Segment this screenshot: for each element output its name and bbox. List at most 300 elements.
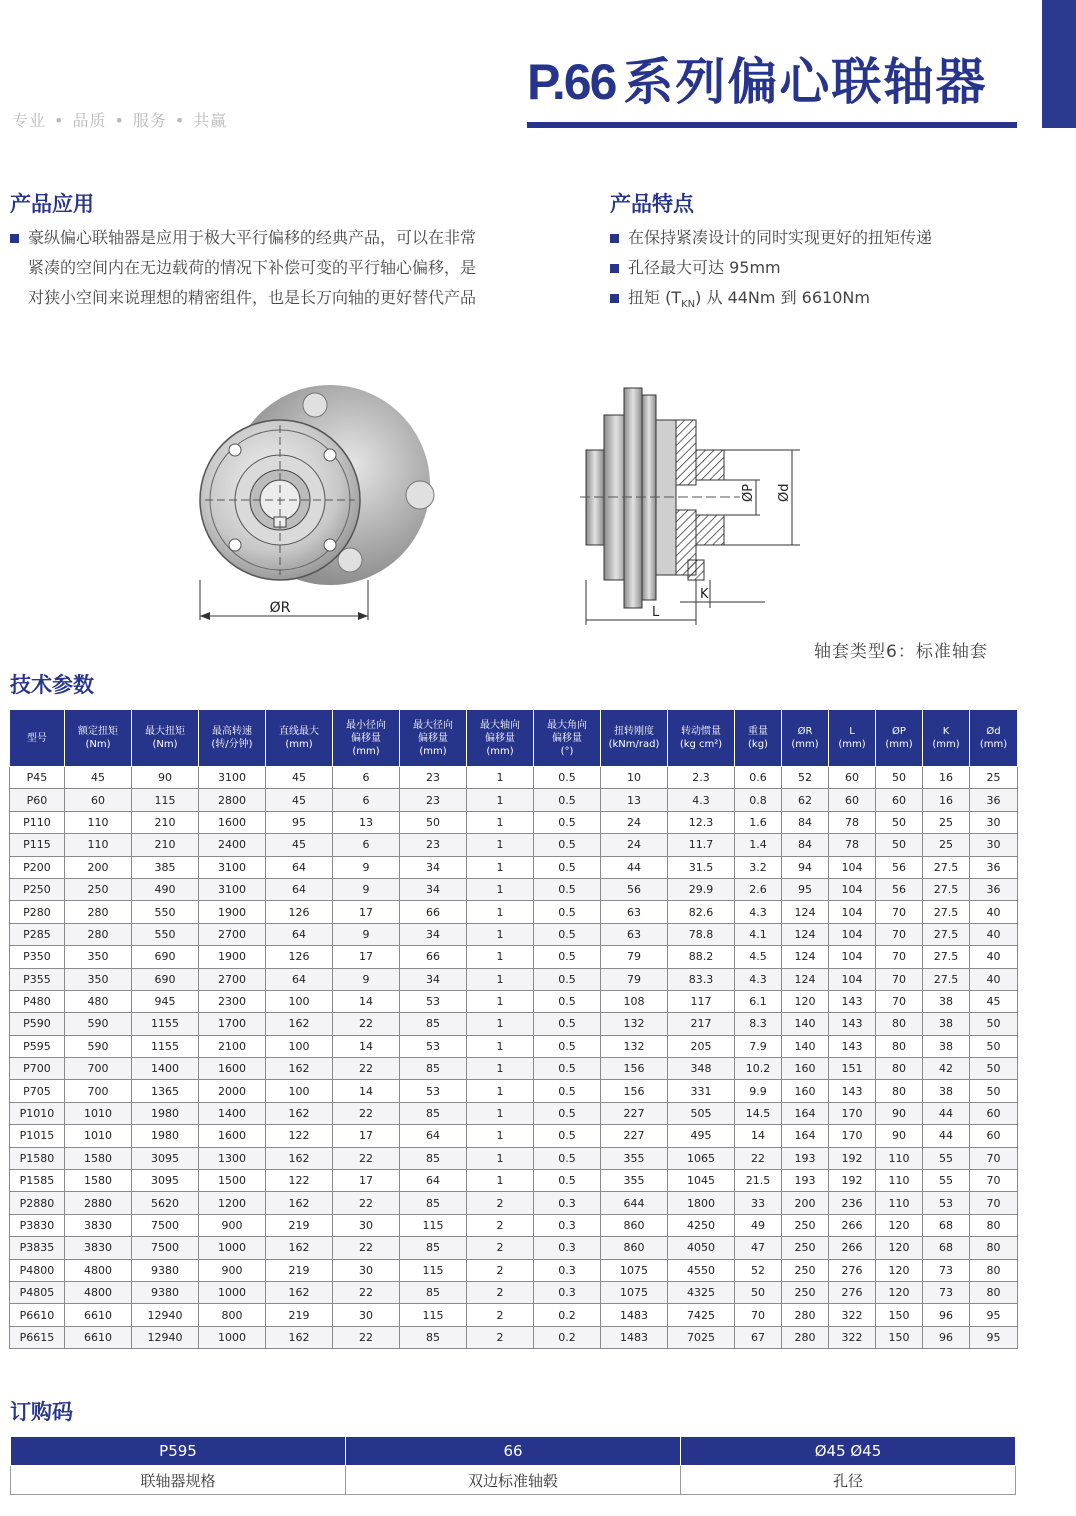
spec-value-cell: 9 [333, 878, 400, 900]
spec-value-cell: 2 [467, 1304, 534, 1326]
spec-value-cell: 1500 [199, 1170, 266, 1192]
dimension-label-P: ØP [741, 483, 756, 502]
spec-value-cell: 70 [876, 946, 923, 968]
spec-value-cell: 1483 [601, 1326, 668, 1348]
slogan: 专业 • 品质 • 服务 • 共赢 [12, 111, 228, 130]
spec-value-cell: 12940 [132, 1304, 199, 1326]
table-row [10, 1304, 1018, 1326]
spec-value-cell: 53 [400, 990, 467, 1012]
order-label-row [11, 1466, 1016, 1495]
spec-value-cell: 0.5 [534, 901, 601, 923]
spec-value-cell: 42 [923, 1058, 970, 1080]
spec-value-cell: 1400 [132, 1058, 199, 1080]
spec-value-cell: 276 [829, 1281, 876, 1303]
spec-value-cell: 945 [132, 990, 199, 1012]
spec-value-cell: 170 [829, 1125, 876, 1147]
spec-value-cell: 690 [132, 968, 199, 990]
spec-value-cell: 0.5 [534, 789, 601, 811]
table-row [10, 1259, 1018, 1281]
title-text: 系列偏心联轴器 [623, 53, 988, 111]
spec-value-cell: 24 [601, 811, 668, 833]
spec-header-line: L [849, 726, 855, 737]
coupling-side-section-drawing [580, 380, 810, 625]
slogan-word: 共赢 [193, 111, 228, 130]
spec-value-cell: 23 [400, 834, 467, 856]
spec-header-cell [923, 710, 970, 767]
spec-value-cell: 1075 [601, 1259, 668, 1281]
spec-header-line: K [942, 726, 950, 737]
spec-value-cell: 50 [735, 1281, 782, 1303]
spec-value-cell: 3830 [65, 1237, 132, 1259]
spec-value-cell: 78.8 [668, 923, 735, 945]
spec-header-line: (mm) [285, 739, 313, 750]
spec-value-cell: 9.9 [735, 1080, 782, 1102]
spec-value-cell: 94 [782, 856, 829, 878]
spec-value-cell: 1075 [601, 1281, 668, 1303]
spec-value-cell: 156 [601, 1080, 668, 1102]
spec-value-cell: 227 [601, 1125, 668, 1147]
spec-value-cell: 192 [829, 1147, 876, 1169]
spec-value-cell: 162 [266, 1192, 333, 1214]
spec-value-cell: 14 [735, 1125, 782, 1147]
table-row [10, 1147, 1018, 1169]
spec-value-cell: 1 [467, 1102, 534, 1124]
spec-value-cell: 33 [735, 1192, 782, 1214]
spec-header-line: (kg) [748, 739, 768, 750]
spec-value-cell: 14 [333, 1035, 400, 1057]
spec-value-cell: 0.5 [534, 878, 601, 900]
spec-header-line: (Nm) [85, 739, 111, 750]
spec-value-cell: 132 [601, 1013, 668, 1035]
spec-value-cell: 0.3 [534, 1259, 601, 1281]
spec-value-cell: 1 [467, 1080, 534, 1102]
spec-value-cell: 27.5 [923, 856, 970, 878]
spec-value-cell: 1600 [199, 1125, 266, 1147]
spec-value-cell: 22 [333, 1102, 400, 1124]
spec-value-cell: 27.5 [923, 946, 970, 968]
title-series-code: P.66 [527, 54, 616, 110]
spec-value-cell: 70 [876, 990, 923, 1012]
spec-value-cell: 56 [601, 878, 668, 900]
spec-header-line: 最高转速 [212, 726, 252, 737]
spec-header-cell [333, 710, 400, 767]
feature-item: 扭矩 $(T_{KN})$ 从 44Nm 到 6610Nm [610, 283, 1050, 320]
spec-header-line: (mm) [838, 739, 866, 750]
spec-value-cell: 30 [333, 1259, 400, 1281]
model-cell: P700 [10, 1058, 65, 1080]
table-row [10, 1013, 1018, 1035]
page-title [527, 52, 1017, 128]
spec-value-cell: 60 [970, 1102, 1018, 1124]
spec-value-cell: 104 [829, 946, 876, 968]
spec-value-cell: 11.7 [668, 834, 735, 856]
spec-value-cell: 47 [735, 1237, 782, 1259]
order-label-spec: 联轴器规格 [11, 1466, 346, 1495]
spec-value-cell: 30 [970, 834, 1018, 856]
spec-value-cell: 227 [601, 1102, 668, 1124]
model-cell: P3835 [10, 1237, 65, 1259]
spec-value-cell: 40 [970, 901, 1018, 923]
spec-value-cell: 1 [467, 1170, 534, 1192]
spec-value-cell: 143 [829, 1080, 876, 1102]
spec-value-cell: 205 [668, 1035, 735, 1057]
spec-value-cell: 96 [923, 1304, 970, 1326]
spec-value-cell: 126 [266, 901, 333, 923]
spec-value-cell: 31.5 [668, 856, 735, 878]
spec-value-cell: 85 [400, 1237, 467, 1259]
spec-value-cell: 122 [266, 1125, 333, 1147]
spec-value-cell: 550 [132, 923, 199, 945]
table-row [10, 1192, 1018, 1214]
spec-value-cell: 0.5 [534, 1058, 601, 1080]
spec-value-cell: 120 [876, 1237, 923, 1259]
spec-value-cell: 2300 [199, 990, 266, 1012]
spec-value-cell: 1155 [132, 1035, 199, 1057]
spec-value-cell: 800 [199, 1304, 266, 1326]
spec-value-cell: 70 [970, 1170, 1018, 1192]
spec-value-cell: 22 [333, 1147, 400, 1169]
spec-value-cell: 2.6 [735, 878, 782, 900]
spec-value-cell: 22 [333, 1326, 400, 1348]
spec-value-cell: 4.1 [735, 923, 782, 945]
spec-value-cell: 70 [970, 1147, 1018, 1169]
spec-value-cell: 80 [876, 1080, 923, 1102]
spec-value-cell: 9380 [132, 1281, 199, 1303]
spec-value-cell: 0.2 [534, 1304, 601, 1326]
spec-value-cell: 9 [333, 968, 400, 990]
spec-value-cell: 590 [65, 1013, 132, 1035]
spec-value-cell: 50 [876, 811, 923, 833]
spec-value-cell: 124 [782, 968, 829, 990]
spec-value-cell: 1 [467, 789, 534, 811]
spec-value-cell: 80 [876, 1058, 923, 1080]
spec-value-cell: 29.9 [668, 878, 735, 900]
spec-value-cell: 34 [400, 878, 467, 900]
features-title: 产品特点 [610, 192, 694, 216]
spec-value-cell: 0.5 [534, 1170, 601, 1192]
spec-value-cell: 250 [782, 1214, 829, 1236]
spec-value-cell: 22 [333, 1192, 400, 1214]
spec-value-cell: 1.4 [735, 834, 782, 856]
spec-value-cell: 25 [923, 834, 970, 856]
spec-value-cell: 700 [65, 1080, 132, 1102]
spec-value-cell: 0.3 [534, 1237, 601, 1259]
spec-value-cell: 85 [400, 1281, 467, 1303]
spec-value-cell: 1200 [199, 1192, 266, 1214]
table-row [10, 1281, 1018, 1303]
spec-value-cell: 78 [829, 834, 876, 856]
spec-value-cell: 17 [333, 1125, 400, 1147]
spec-value-cell: 64 [266, 923, 333, 945]
model-cell: P2880 [10, 1192, 65, 1214]
spec-value-cell: 124 [782, 923, 829, 945]
spec-value-cell: 1800 [668, 1192, 735, 1214]
spec-value-cell: 276 [829, 1259, 876, 1281]
spec-value-cell: 90 [876, 1102, 923, 1124]
spec-value-cell: 1580 [65, 1147, 132, 1169]
model-cell: P350 [10, 946, 65, 968]
spec-value-cell: 1 [467, 1058, 534, 1080]
spec-table [9, 709, 1018, 1349]
spec-value-cell: 25 [970, 767, 1018, 789]
application-text [10, 223, 490, 313]
spec-value-cell: 0.5 [534, 1080, 601, 1102]
model-cell: P355 [10, 968, 65, 990]
spec-value-cell: 3100 [199, 878, 266, 900]
spec-value-cell: 17 [333, 946, 400, 968]
spec-value-cell: 82.6 [668, 901, 735, 923]
spec-value-cell: 45 [970, 990, 1018, 1012]
spec-header-line: 重量 [748, 726, 768, 737]
spec-value-cell: 250 [782, 1237, 829, 1259]
spec-value-cell: 170 [829, 1102, 876, 1124]
spec-value-cell: 348 [668, 1058, 735, 1080]
spec-value-cell: 644 [601, 1192, 668, 1214]
spec-value-cell: 95 [782, 878, 829, 900]
spec-header-cell [601, 710, 668, 767]
spec-value-cell: 40 [970, 946, 1018, 968]
spec-value-cell: 70 [876, 901, 923, 923]
spec-value-cell: 13 [601, 789, 668, 811]
spec-value-cell: 50 [970, 1080, 1018, 1102]
model-cell: P285 [10, 923, 65, 945]
spec-value-cell: 68 [923, 1237, 970, 1259]
spec-value-cell: 1980 [132, 1102, 199, 1124]
spec-value-cell: 1900 [199, 946, 266, 968]
spec-value-cell: 280 [65, 923, 132, 945]
spec-header-line: 偏移量 [418, 732, 448, 744]
model-cell: P1585 [10, 1170, 65, 1192]
spec-value-cell: 36 [970, 878, 1018, 900]
spec-value-cell: 56 [876, 878, 923, 900]
spec-value-cell: 12940 [132, 1326, 199, 1348]
spec-value-cell: 150 [876, 1304, 923, 1326]
spec-value-cell: 4.3 [735, 968, 782, 990]
spec-value-cell: 63 [601, 901, 668, 923]
spec-value-cell: 690 [132, 946, 199, 968]
table-row [10, 968, 1018, 990]
spec-value-cell: 280 [782, 1304, 829, 1326]
spec-value-cell: 53 [923, 1192, 970, 1214]
spec-value-cell: 2 [467, 1214, 534, 1236]
table-row [10, 990, 1018, 1012]
spec-value-cell: 7025 [668, 1326, 735, 1348]
spec-value-cell: 85 [400, 1013, 467, 1035]
spec-value-cell: 156 [601, 1058, 668, 1080]
spec-value-cell: 84 [782, 834, 829, 856]
spec-value-cell: 331 [668, 1080, 735, 1102]
spec-value-cell: 1010 [65, 1125, 132, 1147]
spec-value-cell: 0.3 [534, 1281, 601, 1303]
spec-value-cell: 73 [923, 1259, 970, 1281]
spec-value-cell: 55 [923, 1147, 970, 1169]
spec-header-line: 额定扭矩 [78, 726, 118, 737]
spec-value-cell: 9 [333, 856, 400, 878]
spec-value-cell: 100 [266, 1080, 333, 1102]
spec-value-cell: 64 [400, 1125, 467, 1147]
model-cell: P6615 [10, 1326, 65, 1348]
spec-value-cell: 85 [400, 1058, 467, 1080]
spec-value-cell: 14.5 [735, 1102, 782, 1124]
spec-value-cell: 14 [333, 1080, 400, 1102]
spec-value-cell: 2000 [199, 1080, 266, 1102]
spec-value-cell: 95 [266, 811, 333, 833]
spec-value-cell: 1 [467, 1125, 534, 1147]
spec-value-cell: 0.5 [534, 856, 601, 878]
spec-value-cell: 151 [829, 1058, 876, 1080]
spec-value-cell: 162 [266, 1147, 333, 1169]
bullet-icon [610, 264, 619, 273]
spec-value-cell: 322 [829, 1326, 876, 1348]
spec-value-cell: 104 [829, 968, 876, 990]
spec-header-cell [266, 710, 333, 767]
spec-value-cell: 38 [923, 990, 970, 1012]
order-label-hub: 双边标准轴毂 [346, 1466, 681, 1495]
spec-value-cell: 78 [829, 811, 876, 833]
spec-value-cell: 0.2 [534, 1326, 601, 1348]
table-row [10, 1170, 1018, 1192]
spec-header-line: 直线最大 [279, 726, 319, 737]
spec-value-cell: 30 [333, 1304, 400, 1326]
spec-header-cell [132, 710, 199, 767]
spec-value-cell: 104 [829, 856, 876, 878]
dimension-label-R: ØR [269, 600, 291, 616]
spec-value-cell: 100 [266, 1035, 333, 1057]
spec-value-cell: 3095 [132, 1170, 199, 1192]
model-cell: P1010 [10, 1102, 65, 1124]
model-cell: P480 [10, 990, 65, 1012]
spec-value-cell: 70 [876, 968, 923, 990]
spec-value-cell: 96 [923, 1326, 970, 1348]
spec-value-cell: 44 [923, 1125, 970, 1147]
spec-header-cell [876, 710, 923, 767]
spec-value-cell: 60 [829, 789, 876, 811]
spec-value-cell: 1010 [65, 1102, 132, 1124]
corner-accent-bar [1042, 0, 1076, 128]
spec-value-cell: 85 [400, 1192, 467, 1214]
model-cell: P110 [10, 811, 65, 833]
spec-value-cell: 62 [782, 789, 829, 811]
spec-value-cell: 860 [601, 1214, 668, 1236]
spec-value-cell: 1 [467, 856, 534, 878]
spec-header-cell [735, 710, 782, 767]
spec-value-cell: 3100 [199, 856, 266, 878]
spec-value-cell: 45 [266, 789, 333, 811]
spec-value-cell: 2 [467, 1281, 534, 1303]
spec-value-cell: 1300 [199, 1147, 266, 1169]
spec-value-cell: 52 [782, 767, 829, 789]
model-cell: P6610 [10, 1304, 65, 1326]
spec-value-cell: 40 [970, 968, 1018, 990]
model-cell: P3830 [10, 1214, 65, 1236]
spec-value-cell: 280 [65, 901, 132, 923]
spec-value-cell: 162 [266, 1058, 333, 1080]
spec-header-line: 偏移量 [552, 732, 582, 744]
spec-header-cell [10, 710, 65, 767]
spec-value-cell: 50 [970, 1035, 1018, 1057]
spec-value-cell: 66 [400, 901, 467, 923]
spec-value-cell: 4250 [668, 1214, 735, 1236]
spec-value-cell: 38 [923, 1080, 970, 1102]
model-cell: P1015 [10, 1125, 65, 1147]
table-row [10, 834, 1018, 856]
spec-value-cell: 0.5 [534, 1013, 601, 1035]
spec-value-cell: 1155 [132, 1013, 199, 1035]
model-cell: P45 [10, 767, 65, 789]
spec-value-cell: 7500 [132, 1214, 199, 1236]
spec-value-cell: 1000 [199, 1281, 266, 1303]
spec-value-cell: 3830 [65, 1214, 132, 1236]
spec-value-cell: 16 [923, 789, 970, 811]
spec-value-cell: 266 [829, 1237, 876, 1259]
spec-value-cell: 50 [970, 1058, 1018, 1080]
spec-value-cell: 6 [333, 767, 400, 789]
spec-value-cell: 50 [970, 1013, 1018, 1035]
spec-value-cell: 385 [132, 856, 199, 878]
spec-value-cell: 355 [601, 1147, 668, 1169]
model-cell: P4800 [10, 1259, 65, 1281]
spec-value-cell: 83.3 [668, 968, 735, 990]
spec-value-cell: 79 [601, 968, 668, 990]
spec-value-cell: 219 [266, 1304, 333, 1326]
spec-value-cell: 900 [199, 1259, 266, 1281]
application-paragraph: 豪纵偏心联轴器是应用于极大平行偏移的经典产品，可以在非常紧凑的空间内在无边载荷的情况下补偿可变的平行轴心偏移，是对狭小空间来说理想的精密组件，也是长万向轴的更好替代产品 [28, 228, 477, 307]
spec-value-cell: 1700 [199, 1013, 266, 1035]
spec-value-cell: 23 [400, 767, 467, 789]
model-cell: P4805 [10, 1281, 65, 1303]
spec-value-cell: 1365 [132, 1080, 199, 1102]
spec-value-cell: 38 [923, 1013, 970, 1035]
spec-value-cell: 322 [829, 1304, 876, 1326]
spec-header-cell [199, 710, 266, 767]
spec-header-line: ØR [797, 726, 813, 737]
spec-value-cell: 108 [601, 990, 668, 1012]
spec-value-cell: 193 [782, 1147, 829, 1169]
dimension-label-K: K [700, 587, 709, 602]
order-code-hub: 66 [346, 1437, 681, 1466]
spec-header-line: (mm) [791, 739, 819, 750]
spec-value-cell: 355 [601, 1170, 668, 1192]
spec-value-cell: 9 [333, 923, 400, 945]
spec-header-cell [534, 710, 601, 767]
spec-value-cell: 27.5 [923, 878, 970, 900]
spec-value-cell: 95 [970, 1326, 1018, 1348]
spec-value-cell: 12.3 [668, 811, 735, 833]
spec-value-cell: 193 [782, 1170, 829, 1192]
spec-value-cell: 2880 [65, 1192, 132, 1214]
spec-value-cell: 250 [65, 878, 132, 900]
spec-value-cell: 1000 [199, 1237, 266, 1259]
spec-value-cell: 60 [970, 1125, 1018, 1147]
spec-value-cell: 120 [876, 1259, 923, 1281]
spec-value-cell: 162 [266, 1237, 333, 1259]
spec-value-cell: 140 [782, 1013, 829, 1035]
spec-value-cell: 22 [333, 1281, 400, 1303]
spec-value-cell: 8.3 [735, 1013, 782, 1035]
slogan-word: 专业 [12, 111, 47, 130]
model-cell: P590 [10, 1013, 65, 1035]
spec-value-cell: 73 [923, 1281, 970, 1303]
spec-value-cell: 55 [923, 1170, 970, 1192]
spec-value-cell: 1 [467, 1035, 534, 1057]
spec-value-cell: 45 [65, 767, 132, 789]
spec-value-cell: 52 [735, 1259, 782, 1281]
spec-value-cell: 104 [829, 923, 876, 945]
dimension-label-L: L [652, 605, 660, 620]
spec-value-cell: 70 [735, 1304, 782, 1326]
spec-value-cell: 1.6 [735, 811, 782, 833]
spec-value-cell: 100 [266, 990, 333, 1012]
